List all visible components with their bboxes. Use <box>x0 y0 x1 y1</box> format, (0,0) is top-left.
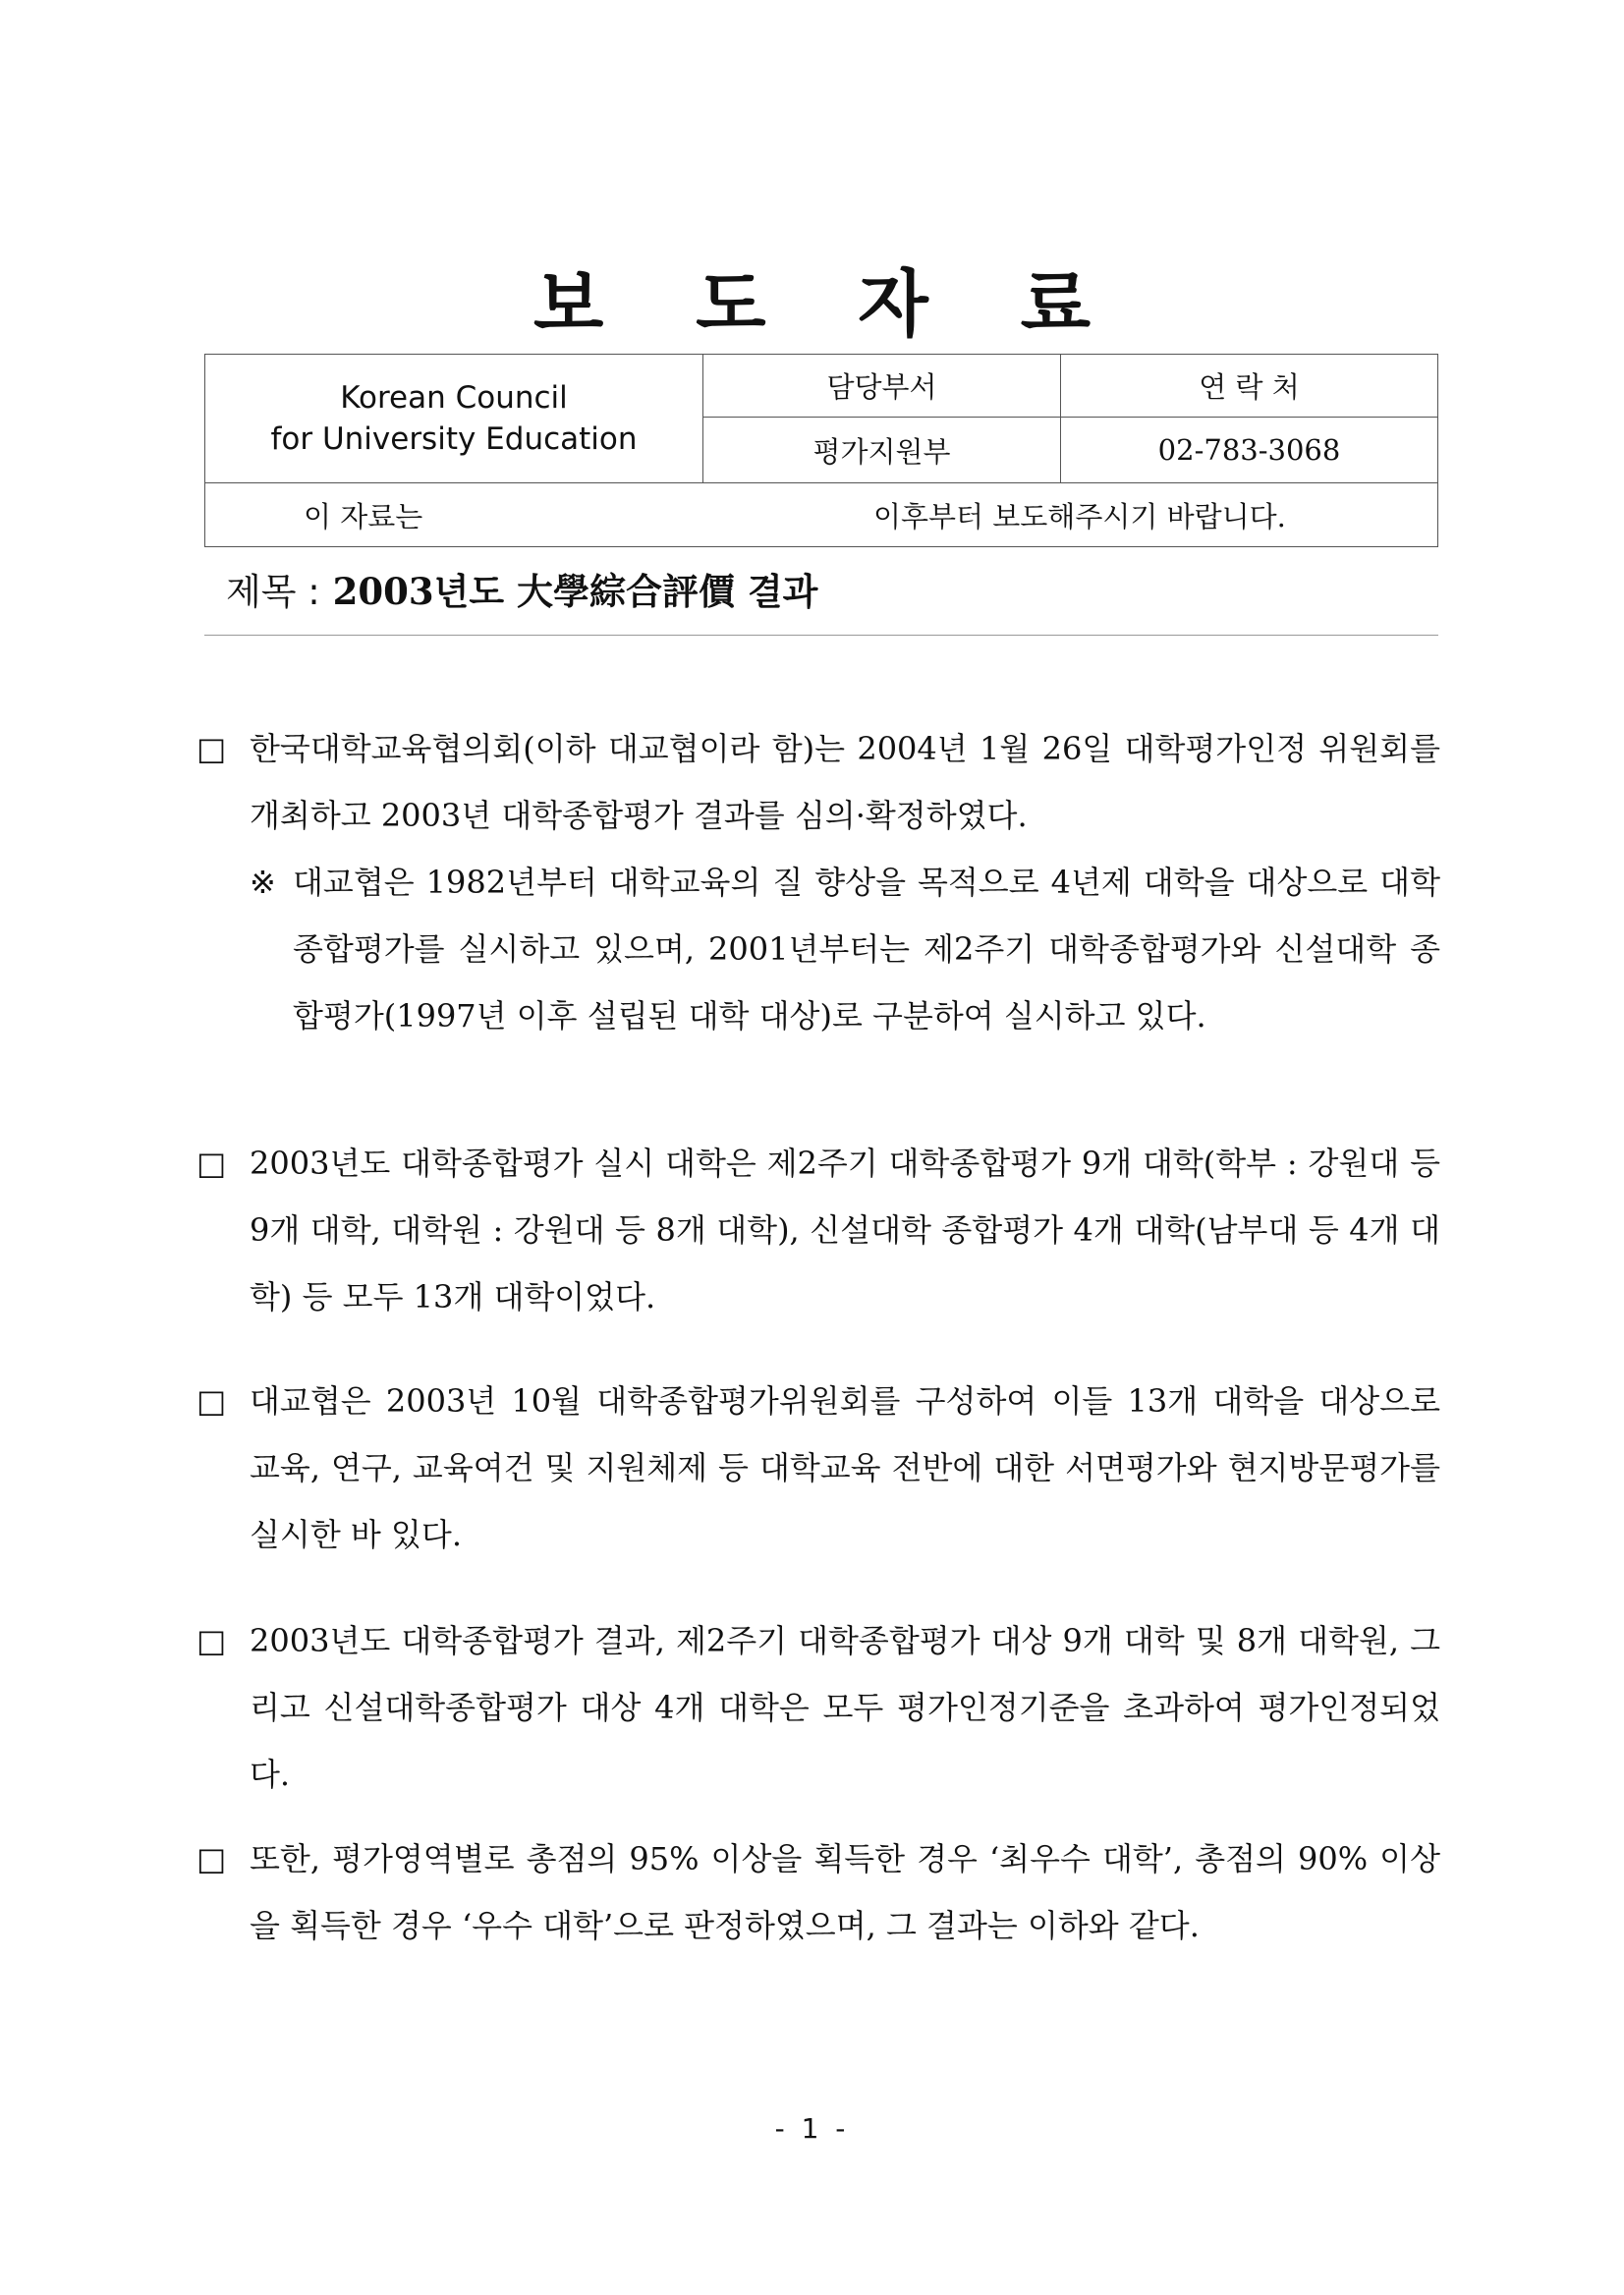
organization-name-line1: Korean Council <box>340 380 568 416</box>
subject-text: 2003년도 大學綜合評價 결과 <box>332 570 818 613</box>
subject-line <box>226 562 817 622</box>
paragraph-2 <box>196 1130 1440 1330</box>
checkbox-bullet: □ <box>196 1622 227 1659</box>
document-title: 보 도 자 료 <box>532 262 1125 347</box>
paragraph-3 <box>196 1368 1440 1568</box>
paragraph-text: 2003년도 대학종합평가 결과, 제2주기 대학종합평가 대상 9개 대학 및 8개 대학원, 그리고 신설대학종합평가 대상 4개 대학은 모두 평가인정기준을 초과하여 평가인정되었다. <box>250 1622 1440 1793</box>
subject-divider <box>204 635 1438 636</box>
checkbox-bullet: □ <box>196 1840 227 1877</box>
paragraph-text: 2003년도 대학종합평가 실시 대학은 제2주기 대학종합평가 9개 대학(학부 : 강원대 등 9개 대학, 대학원 : 강원대 등 8개 대학), 신설대학 종합평가 4개 대학(남부대 등 4개 대학) 등 모두 13개 대학이었다. <box>250 1145 1440 1315</box>
contact-header: 연 락 처 <box>1061 355 1438 418</box>
subject-label: 제목 : <box>226 571 320 613</box>
paragraph-5 <box>196 1825 1440 1959</box>
paragraph-1 <box>196 715 1440 1049</box>
paragraph-text: 또한, 평가영역별로 총점의 95% 이상을 획득한 경우 ‘최우수 대학’, 총점의 90% 이상을 획득한 경우 ‘우수 대학’으로 판정하였으며, 그 결과는 이하와 같다. <box>250 1840 1440 1944</box>
checkbox-bullet: □ <box>196 1145 227 1182</box>
paragraph-text: 한국대학교육협의회(이하 대교협이라 함)는 2004년 1월 26일 대학평가인정 위원회를 개최하고 2003년 대학종합평가 결과를 심의·확정하였다. <box>250 730 1440 834</box>
checkbox-bullet: □ <box>196 1382 227 1420</box>
phone-value: 02-783-3068 <box>1061 418 1438 483</box>
checkbox-bullet: □ <box>196 730 227 767</box>
reference-mark: ※ <box>250 864 276 901</box>
footnote-text: 대교협은 1982년부터 대학교육의 질 향상을 목적으로 4년제 대학을 대상으로 대학종합평가를 실시하고 있으며, 2001년부터는 제2주기 대학종합평가와 신설대학 종합평가(1997년 이후 설립된 대학 대상)로 구분하여 실시하고 있다. <box>293 864 1440 1035</box>
department-header: 담당부서 <box>703 355 1061 418</box>
department-value: 평가지원부 <box>703 418 1061 483</box>
embargo-cell <box>205 483 1438 547</box>
paragraph-4 <box>196 1607 1440 1808</box>
press-release-header-table <box>204 354 1438 547</box>
embargo-left-text: 이 자료는 <box>304 499 423 533</box>
page-number: - 1 - <box>774 2112 850 2145</box>
organization-cell <box>205 355 703 483</box>
footnote <box>250 849 1440 1049</box>
organization-name-line2: for University Education <box>270 421 638 457</box>
paragraph-text: 대교협은 2003년 10월 대학종합평가위원회를 구성하여 이들 13개 대학을 대상으로 교육, 연구, 교육여건 및 지원체제 등 대학교육 전반에 대한 서면평가와 현지방문평가를 실시한 바 있다. <box>250 1382 1440 1553</box>
embargo-right-text: 이후부터 보도해주시기 바랍니다. <box>873 499 1286 533</box>
